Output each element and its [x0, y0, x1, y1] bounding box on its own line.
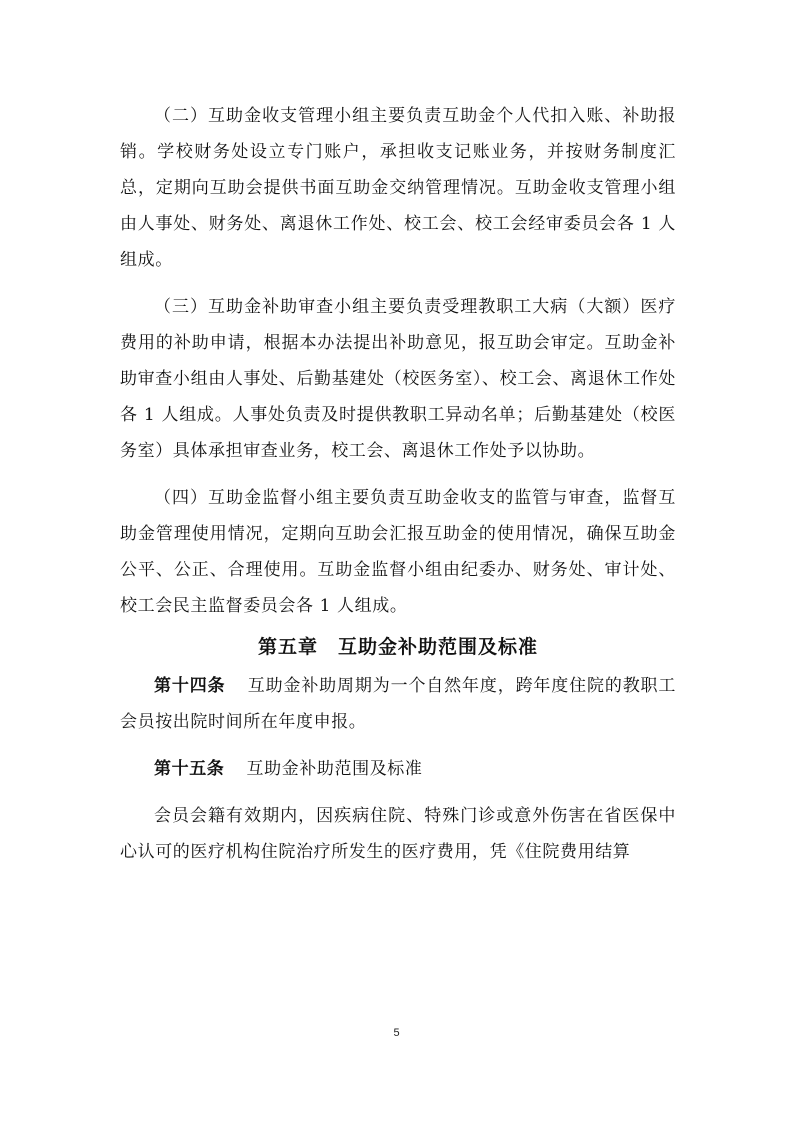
- chapter-heading: 第五章 互助金补助范围及标准: [257, 636, 538, 658]
- article-15-label: 第十五条: [154, 759, 225, 779]
- article-14: [120, 668, 676, 740]
- page-number: 5: [393, 1027, 400, 1039]
- paragraph-4: （四）互助金监督小组主要负责互助金收支的监管与审查，监督互助金管理使用情况，定期向互助会汇报互助金的使用情况，确保互助金公平、公正、合理使用。互助金监督小组由纪委办、财务处、审计处、校工会民主监督委员会各 1 人组成。: [120, 488, 676, 616]
- article-14-text: 互助金补助周期为一个自然年度，跨年度住院的教职工会员按出院时间所在年度申报。: [120, 676, 676, 732]
- closing-paragraph: 会员会籍有效期内，因疾病住院、特殊门诊或意外伤害在省医保中心认可的医疗机构住院治疗所发生的医疗费用，凭《住院费用结算: [120, 806, 676, 862]
- article-15: [120, 751, 676, 787]
- document-page: [120, 98, 676, 870]
- article-14-label: 第十四条: [154, 676, 226, 696]
- paragraph-3: （三）互助金补助审查小组主要负责受理教职工大病（大额）医疗费用的补助申请，根据本办法提出补助意见，报互助会审定。互助金补助审查小组由人事处、后勤基建处（校医务室）、校工会、离退休工作处各 1 人组成。人事处负责及时提供教职工异动名单；后勤基建处（校医务室）具体承担审查业务，校工会、离退休工作处予以协助。: [120, 297, 676, 461]
- article-15-text: 互助金补助范围及标准: [246, 759, 423, 779]
- paragraph-2: （二）互助金收支管理小组主要负责互助金个人代扣入账、补助报销。学校财务处设立专门账户，承担收支记账业务，并按财务制度汇总，定期向互助会提供书面互助金交纳管理情况。互助金收支管理小组由人事处、财务处、离退休工作处、校工会、校工会经审委员会各 1 人组成。: [120, 106, 676, 270]
